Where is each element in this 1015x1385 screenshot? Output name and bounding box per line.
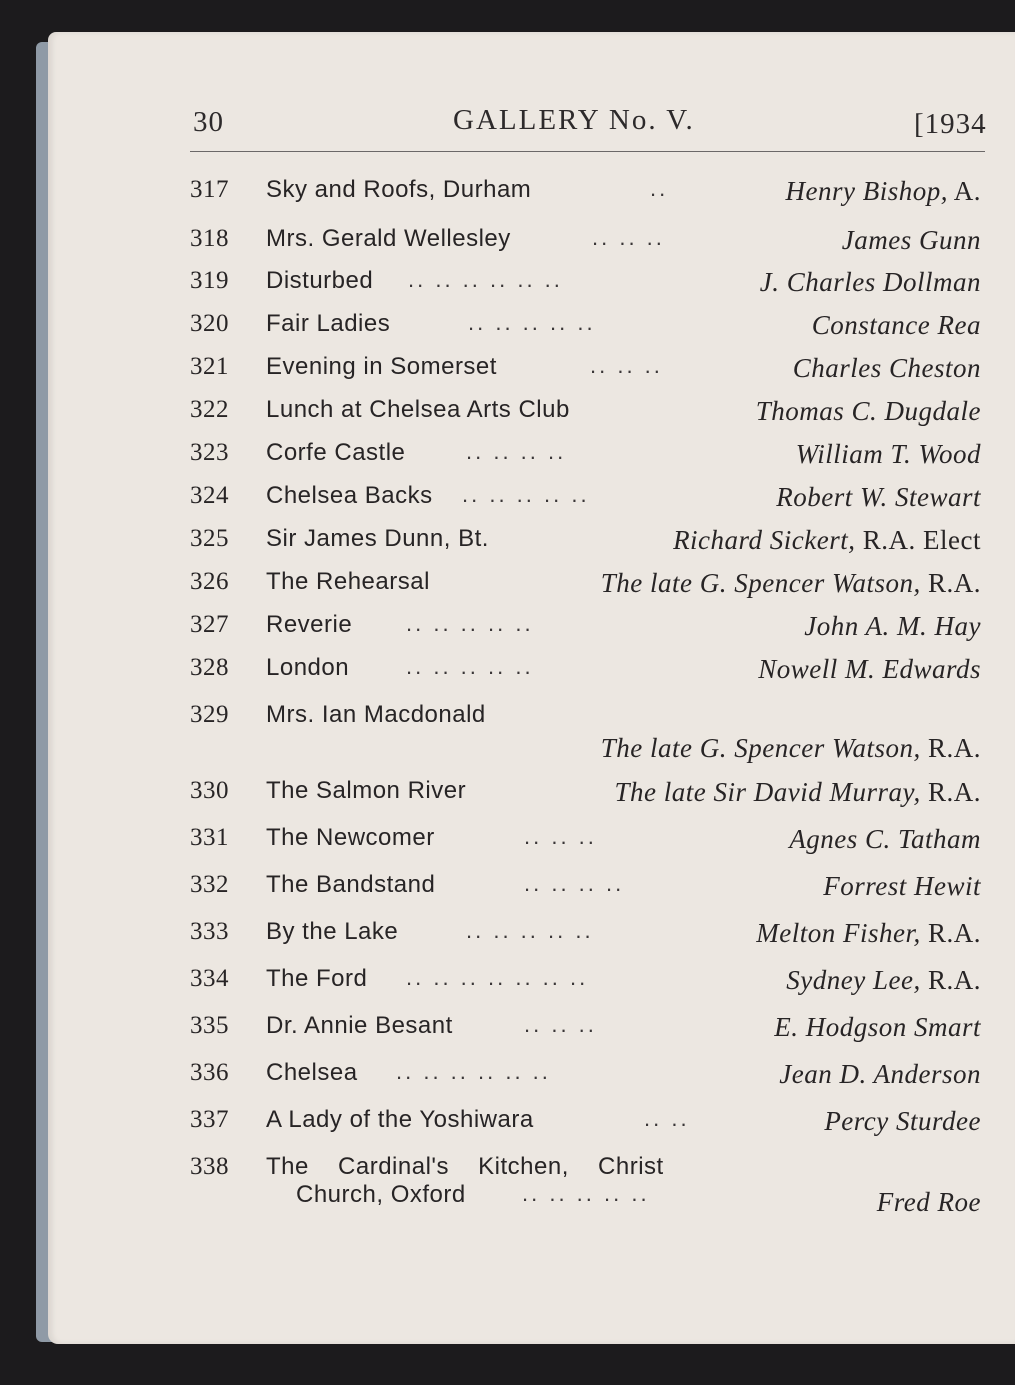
artist-suffix: R.A. Elect — [855, 525, 981, 555]
entry-artist — [601, 568, 981, 599]
entry-title: Reverie — [266, 611, 353, 638]
leader-dots: .. — [650, 176, 669, 201]
entry-artist — [786, 176, 982, 207]
entry-title: The Newcomer — [266, 824, 435, 851]
catalogue-year: [1934 — [914, 108, 987, 140]
entry-title: Disturbed — [266, 267, 374, 294]
leader-dots: .. .. .. — [592, 225, 665, 250]
entry-number: 329 — [190, 701, 229, 728]
entry-title: Fair Ladies — [266, 310, 391, 337]
entry-artist — [877, 1187, 981, 1218]
leader-dots: .. .. .. .. .. — [522, 1181, 650, 1206]
entry-artist — [789, 824, 981, 855]
artist-name: Thomas C. Dugdale — [755, 396, 981, 426]
entry-artist — [786, 965, 981, 996]
entry-number: 327 — [190, 611, 229, 638]
entry-artist — [776, 482, 981, 513]
leader-dots: .. .. .. .. .. — [466, 918, 594, 943]
entry-title: Corfe Castle — [266, 439, 406, 466]
entry-artist — [824, 1106, 981, 1137]
entry-number: 321 — [190, 353, 229, 380]
leader-dots: .. .. .. — [590, 353, 663, 378]
leader-dots: .. .. .. .. .. .. .. — [406, 965, 589, 990]
entry-number: 317 — [190, 176, 229, 203]
entry-number: 336 — [190, 1059, 229, 1086]
leader-dots: .. .. .. .. — [524, 871, 625, 896]
page-header — [48, 32, 1015, 162]
entry-title: Chelsea Backs — [266, 482, 433, 509]
entry-title: Lunch at Chelsea Arts Club — [266, 396, 570, 423]
page-number: 30 — [193, 106, 224, 138]
artist-name: Charles Cheston — [792, 353, 981, 383]
artist-name: Sydney Lee, — [786, 965, 921, 995]
entry-artist — [804, 611, 981, 642]
entry-number: 338 — [190, 1153, 229, 1180]
entry-artist — [758, 654, 981, 685]
entry-artist — [779, 1059, 981, 1090]
artist-name: William T. Wood — [795, 439, 981, 469]
entry-number: 318 — [190, 225, 229, 252]
entry-number: 337 — [190, 1106, 229, 1133]
entry-title: The Salmon River — [266, 777, 467, 804]
entry-artist — [796, 439, 981, 470]
entry-number: 326 — [190, 568, 229, 595]
artist-suffix: R.A. — [920, 965, 981, 995]
artist-suffix: R.A. — [920, 918, 981, 948]
entry-number: 322 — [190, 396, 229, 423]
entry-number: 323 — [190, 439, 229, 466]
artist-name: J. Charles Dollman — [759, 267, 981, 297]
artist-name: The late G. Spencer Watson, — [600, 733, 921, 763]
entry-artist — [756, 918, 981, 949]
entry-artist — [615, 777, 982, 808]
entry-number: 328 — [190, 654, 229, 681]
entry-number: 334 — [190, 965, 229, 992]
leader-dots: .. .. .. .. .. — [406, 654, 534, 679]
artist-name: Forrest Hewit — [823, 871, 981, 901]
entry-title: Dr. Annie Besant — [266, 1012, 453, 1039]
artist-name: Robert W. Stewart — [776, 482, 981, 512]
artist-name: Jean D. Anderson — [779, 1059, 981, 1089]
entry-number: 335 — [190, 1012, 229, 1039]
artist-name: John A. M. Hay — [804, 611, 981, 641]
artist-name: Agnes C. Tatham — [789, 824, 981, 854]
entry-title: The Cardinal's Kitchen, Christ — [266, 1153, 664, 1180]
leader-dots: .. .. .. .. .. .. — [408, 267, 563, 292]
leader-dots: .. .. .. — [524, 1012, 597, 1037]
entry-artist — [823, 871, 981, 902]
leader-dots: .. .. — [644, 1106, 690, 1131]
entry-artist — [760, 267, 981, 298]
leader-dots: .. .. .. — [524, 824, 597, 849]
leader-dots: .. .. .. .. .. — [462, 482, 590, 507]
entry-number: 325 — [190, 525, 229, 552]
entry-title: Evening in Somerset — [266, 353, 497, 380]
leader-dots: .. .. .. .. .. — [406, 611, 534, 636]
leader-dots: .. .. .. .. .. .. — [396, 1059, 551, 1084]
artist-suffix: R.A. — [920, 777, 981, 807]
header-rule — [190, 151, 985, 152]
entry-number: 331 — [190, 824, 229, 851]
entry-title: The Rehearsal — [266, 568, 430, 595]
entry-title: London — [266, 654, 350, 681]
entry-artist — [756, 396, 981, 427]
artist-suffix: R.A. — [920, 733, 981, 763]
artist-name: Nowell M. Edwards — [758, 654, 981, 684]
artist-name: Constance Rea — [811, 310, 981, 340]
artist-name: E. Hodgson Smart — [774, 1012, 981, 1042]
artist-name: James Gunn — [841, 225, 981, 255]
entry-number: 330 — [190, 777, 229, 804]
entry-number: 332 — [190, 871, 229, 898]
entry-artist — [793, 353, 981, 384]
entry-title: Mrs. Gerald Wellesley — [266, 225, 511, 252]
entry-number: 324 — [190, 482, 229, 509]
entry-artist — [842, 225, 981, 256]
entry-artist — [812, 310, 981, 341]
artist-name: The late Sir David Murray, — [614, 777, 921, 807]
entry-title: Sir James Dunn, Bt. — [266, 525, 489, 552]
artist-name: The late G. Spencer Watson, — [600, 568, 921, 598]
leader-dots: .. .. .. .. .. — [468, 310, 596, 335]
artist-suffix: A. — [947, 176, 981, 206]
artist-name: Fred Roe — [876, 1187, 981, 1217]
entry-number: 320 — [190, 310, 229, 337]
artist-name: Henry Bishop, — [785, 176, 948, 206]
gallery-title: GALLERY No. V. — [453, 104, 695, 136]
entry-title: Mrs. Ian Macdonald — [266, 701, 486, 728]
entry-number: 333 — [190, 918, 229, 945]
entry-title-continued: Church, Oxford — [296, 1181, 466, 1208]
entry-artist — [601, 733, 981, 764]
entry-title: Chelsea — [266, 1059, 358, 1086]
entry-artist — [774, 1012, 981, 1043]
artist-name: Richard Sickert, — [673, 525, 856, 555]
catalogue-page — [48, 32, 1015, 1344]
entry-title: The Bandstand — [266, 871, 436, 898]
entry-artist — [673, 525, 981, 556]
artist-name: Percy Sturdee — [824, 1106, 981, 1136]
leader-dots: .. .. .. .. — [466, 439, 567, 464]
entry-title: The Ford — [266, 965, 368, 992]
entry-title: A Lady of the Yoshiwara — [266, 1106, 534, 1133]
entry-number: 319 — [190, 267, 229, 294]
artist-name: Melton Fisher, — [756, 918, 921, 948]
entry-title: By the Lake — [266, 918, 399, 945]
artist-suffix: R.A. — [920, 568, 981, 598]
entry-title: Sky and Roofs, Durham — [266, 176, 532, 203]
